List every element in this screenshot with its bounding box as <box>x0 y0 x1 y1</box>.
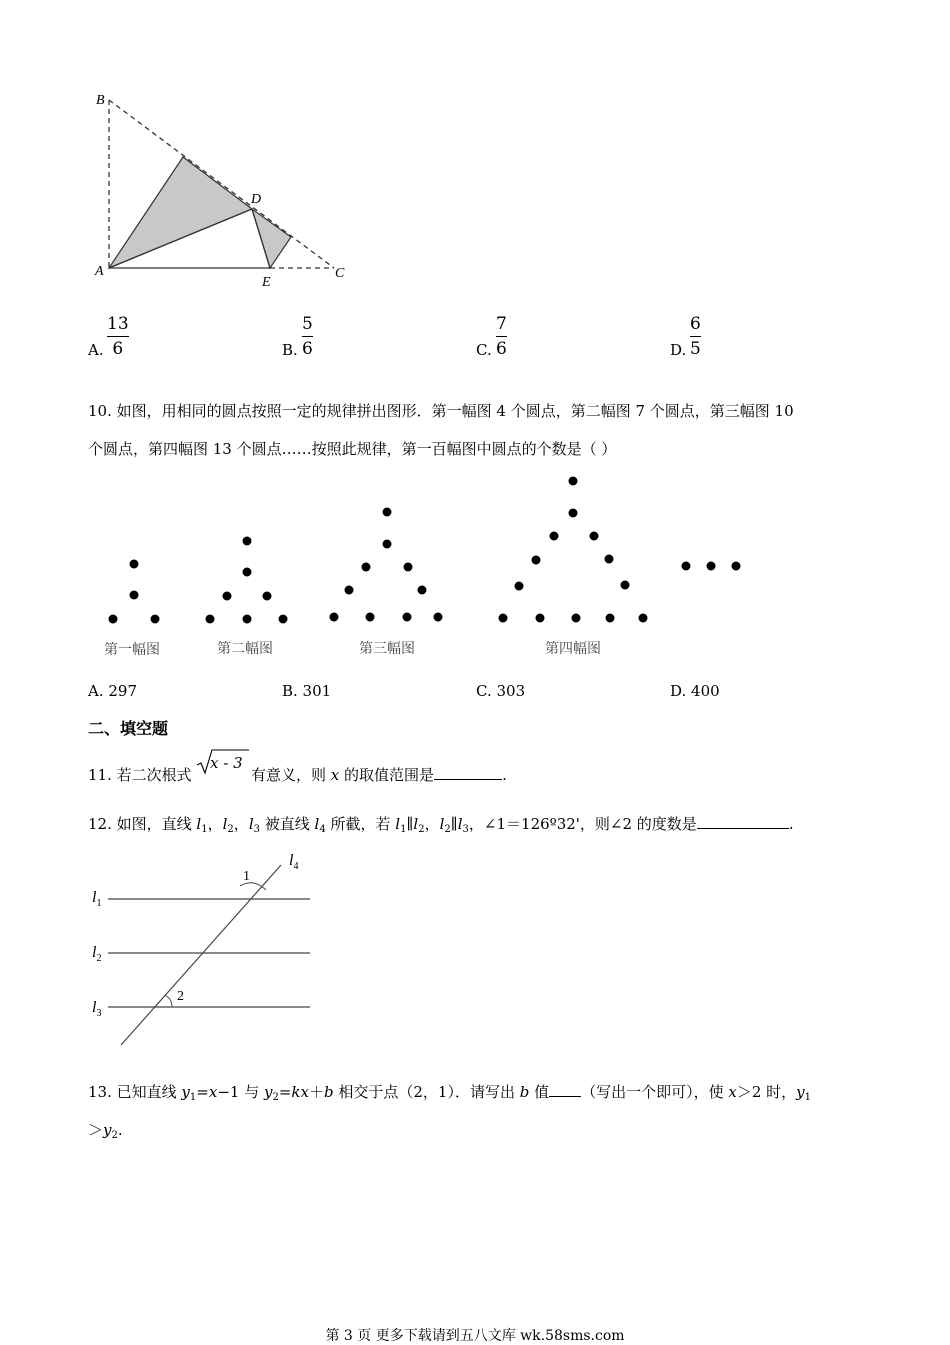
label-a: A <box>95 264 104 279</box>
q12-l1-b: l <box>395 815 401 833</box>
q13-y2-b: y <box>103 1121 112 1139</box>
q12-l4: l <box>314 815 320 833</box>
pattern-1-dots <box>109 560 160 624</box>
q12-l3-sub: 3 <box>253 824 260 835</box>
fig-l2-sub: 2 <box>96 953 102 964</box>
fig-angle-1: 1 <box>243 869 250 884</box>
caption-pattern-2: 第二幅图 <box>217 641 273 657</box>
q12-answer-blank[interactable] <box>697 828 789 829</box>
q13-line2: $>y_2$. <box>88 1121 123 1141</box>
pattern-3-dots <box>330 508 443 622</box>
q10-dot-pattern-figure <box>90 470 760 670</box>
q9-option-a-den: 6 <box>112 339 124 359</box>
fig-l2: l <box>92 944 97 961</box>
q12-l2: l <box>222 815 228 833</box>
q13-minus: −1 与 <box>217 1083 264 1101</box>
q10-question-line1: 10. 如图，用相同的圆点按照一定的规律拼出图形．第一幅图 4 个圆点，第二幅图 7 个圆点，第三幅图 10 <box>88 402 794 420</box>
section-heading-fill-in: 二、填空题 <box>88 719 169 738</box>
pattern-4-dots <box>499 477 648 623</box>
q12-text2: 被直线 <box>260 815 315 833</box>
q13-y1-sub: 1 <box>189 1092 197 1103</box>
q12-l2-b-sub: 2 <box>418 824 425 835</box>
q11-radicand: x - 3 <box>210 754 243 772</box>
q11-mid: 有意义，则 <box>251 766 327 784</box>
q13-a: 13. 已知直线 <box>88 1083 182 1101</box>
q9-option-b-den: 6 <box>302 339 313 359</box>
label-e: E <box>262 275 271 290</box>
svg-text:l3 <box>92 999 101 1019</box>
q12-l4-sub: 4 <box>319 824 326 835</box>
q12-l2-b: l <box>413 815 419 833</box>
q13-kx: kx <box>291 1083 309 1101</box>
q9-option-a-num: 13 <box>107 314 129 334</box>
shaded-triangle-right <box>252 209 291 268</box>
svg-text:l4 <box>289 852 298 872</box>
q9-option-a-letter: A. <box>88 341 104 359</box>
q12-end: . <box>788 815 794 833</box>
label-c: C <box>335 266 345 281</box>
q13-y2-b-sub: 2 <box>111 1130 118 1141</box>
q13-answer-blank[interactable] <box>549 1096 581 1097</box>
q10-option-b[interactable]: B. 301 <box>282 682 332 700</box>
fig-l3: l <box>92 999 97 1016</box>
q12-text1: 12. 如图，直线 <box>88 815 197 833</box>
q13-y1: y <box>181 1083 190 1101</box>
line-l4-transversal <box>121 865 281 1045</box>
caption-pattern-4: 第四幅图 <box>545 641 601 657</box>
q13-y1-b-sub: 1 <box>804 1092 812 1103</box>
caption-pattern-3: 第三幅图 <box>359 641 415 657</box>
q13-eq1: = <box>196 1083 209 1101</box>
q13-x: x <box>208 1083 218 1101</box>
label-d: D <box>251 192 262 207</box>
q13-gt: ＞ <box>88 1121 104 1139</box>
q13-y1-b: y <box>796 1083 805 1101</box>
page-footer: 第 3 页 更多下载请到五八文库 wk.58sms.com <box>325 1328 625 1344</box>
label-b: B <box>96 93 105 108</box>
q13-c: 相交于点（2，1）．请写出 <box>333 1083 520 1101</box>
q9-option-b-fraction <box>302 314 313 359</box>
q11-prefix: 11. 若二次根式 <box>88 766 192 784</box>
q9-option-c-den: 6 <box>496 339 507 359</box>
q12-l1: l <box>196 815 202 833</box>
q13-eq2: = <box>278 1083 292 1101</box>
q12-l3-b: l <box>457 815 463 833</box>
q9-option-d-letter: D. <box>670 341 687 359</box>
q11-suffix: 的取值范围是 <box>344 766 435 784</box>
q12-question: 12. 如图，直线 $l_1$，$l_2$，$l_3$ 被直线 $l_4$ 所截，若 $l_1\parallel l_2$，$l_2\parallel l_3$，∠1＝126º32'，则∠2 的度数是 . <box>88 815 794 835</box>
q10-option-c[interactable]: C. 303 <box>476 682 526 700</box>
q12-l3: l <box>248 815 254 833</box>
fig-l1-sub: 1 <box>96 898 102 909</box>
q11-answer-blank[interactable] <box>434 779 502 780</box>
q12-l1-sub: 1 <box>201 824 208 835</box>
q12-l2-c-sub: 2 <box>444 824 451 835</box>
q10-question-line2: 个圆点，第四幅图 13 个圆点……按照此规律，第一百幅图中圆点的个数是（ ） <box>88 440 617 458</box>
q9-triangle-figure <box>88 85 358 295</box>
pattern-2-dots <box>206 537 288 624</box>
q12-l2-c: l <box>439 815 445 833</box>
svg-text:l2 <box>92 944 101 964</box>
fig-angle-2: 2 <box>177 989 184 1004</box>
q9-option-a-fraction <box>107 314 129 359</box>
q13-line1 <box>88 1081 811 1103</box>
fig-l1: l <box>92 889 97 906</box>
q13-x-2: x <box>728 1083 737 1101</box>
q9-option-d-num: 6 <box>690 314 701 334</box>
q10-option-d[interactable]: D. 400 <box>670 682 720 700</box>
q9-option-c-letter: C. <box>476 341 492 359</box>
q13-f: ＞2 时， <box>736 1083 797 1101</box>
q11-text <box>251 764 507 785</box>
q12-text4: ，∠1＝126º32'，则∠2 的度数是 <box>468 815 697 833</box>
q13-d: 值 <box>529 1083 550 1101</box>
ellipsis-dots <box>682 562 741 571</box>
q9-option-c-num: 7 <box>496 314 507 334</box>
q11-var: x <box>330 766 340 784</box>
fig-l4-sub: 4 <box>293 861 299 872</box>
shaded-triangle-left <box>109 157 252 268</box>
q12-parallel-lines-figure <box>88 850 318 1050</box>
fig-l3-sub: 3 <box>96 1008 102 1019</box>
q13-plus: ＋ <box>308 1083 324 1101</box>
q9-option-d-den: 5 <box>690 339 701 359</box>
q9-option-c-fraction <box>496 314 507 359</box>
q13-b-2: b <box>519 1083 530 1101</box>
q11-end: . <box>502 766 507 784</box>
angle-2-arc <box>165 995 172 1007</box>
q12-l3-b-sub: 3 <box>462 824 469 835</box>
caption-pattern-1: 第一幅图 <box>104 642 160 658</box>
svg-text:l1 <box>92 889 101 909</box>
q13-y2-sub: 2 <box>272 1092 279 1103</box>
q12-l2-sub: 2 <box>227 824 234 835</box>
q12-text3: 所截，若 <box>325 815 396 833</box>
q13-b: b <box>323 1083 334 1101</box>
q10-option-a[interactable]: A. 297 <box>88 682 137 700</box>
q13-y2: y <box>263 1083 273 1101</box>
q12-l1-b-sub: 1 <box>400 824 407 835</box>
fig-l4: l <box>289 852 294 869</box>
q13-e: （写出一个即可），使 <box>581 1083 729 1101</box>
q9-option-b-letter: B. <box>282 341 298 359</box>
q9-option-b-num: 5 <box>302 314 313 334</box>
q9-option-d-fraction <box>690 314 701 359</box>
